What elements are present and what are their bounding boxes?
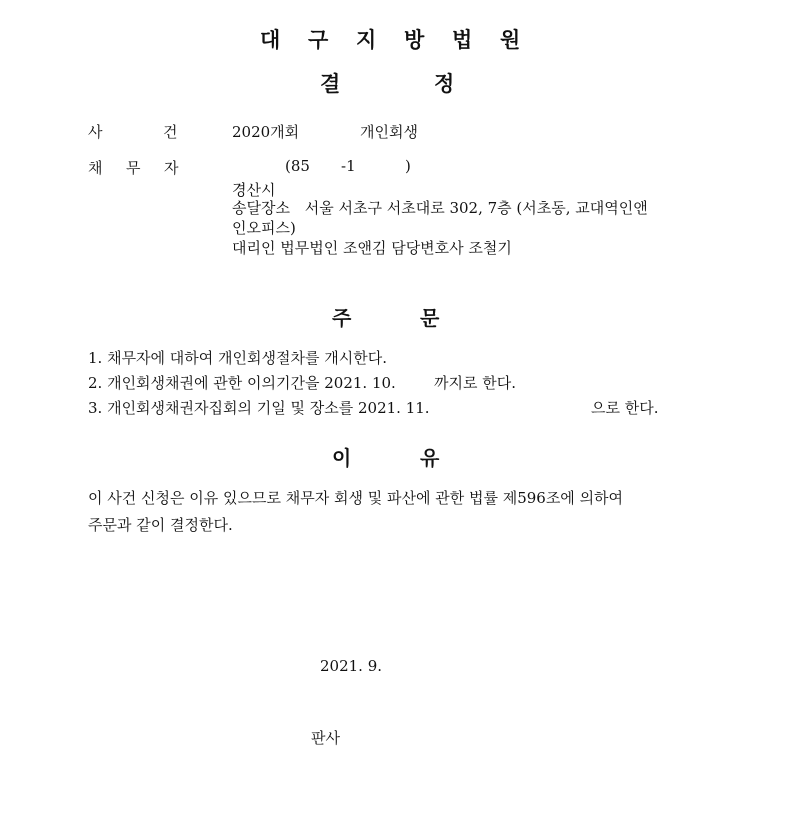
title-char: 결 bbox=[320, 72, 341, 96]
judge-label: 판사 bbox=[311, 729, 340, 747]
debtor-agent: 대리인 법무법인 조앤김 담당변호사 조철기 bbox=[232, 239, 512, 257]
title-char: 정 bbox=[434, 72, 455, 96]
reason-line-2: 주문과 같이 결정한다. bbox=[88, 516, 233, 534]
case-number: 2020개회 bbox=[232, 123, 300, 141]
decision-date: 2021. 9. bbox=[320, 657, 383, 675]
court-char: 대 bbox=[260, 28, 281, 52]
debtor-address: 경산시 bbox=[232, 181, 276, 199]
court-char: 방 bbox=[404, 28, 425, 52]
court-char: 지 bbox=[356, 28, 377, 52]
reason-line-1: 이 사건 신청은 이유 있으므로 채무자 회생 및 파산에 관한 법률 제596조에 의하여 bbox=[88, 489, 624, 507]
debtor-id-close: ) bbox=[405, 157, 411, 175]
order-item-1: 1. 채무자에 대하여 개인회생절차를 개시한다. bbox=[88, 349, 387, 367]
case-type: 개인회생 bbox=[360, 123, 418, 141]
order-item-2: 2. 개인회생채권에 관한 이의기간을 2021. 10. bbox=[88, 374, 396, 392]
service-address bbox=[232, 197, 648, 218]
court-char: 법 bbox=[452, 28, 473, 52]
order-item-2-tail: 까지로 한다. bbox=[434, 374, 516, 392]
order-item-3: 3. 개인회생채권자집회의 기일 및 장소를 2021. 11. bbox=[88, 399, 430, 417]
court-char: 원 bbox=[500, 28, 521, 52]
service-line1: 서울 서초구 서초대로 302, 7층 (서초동, 교대역인앤 bbox=[304, 199, 648, 217]
debtor-id-open: (85 bbox=[285, 157, 310, 175]
service-line2: 인오피스) bbox=[232, 219, 296, 237]
service-label: 송달장소 bbox=[232, 199, 290, 217]
debtor-id-mid: -1 bbox=[341, 157, 356, 175]
court-char: 구 bbox=[308, 28, 329, 52]
order-item-3-tail: 으로 한다. bbox=[591, 399, 659, 417]
